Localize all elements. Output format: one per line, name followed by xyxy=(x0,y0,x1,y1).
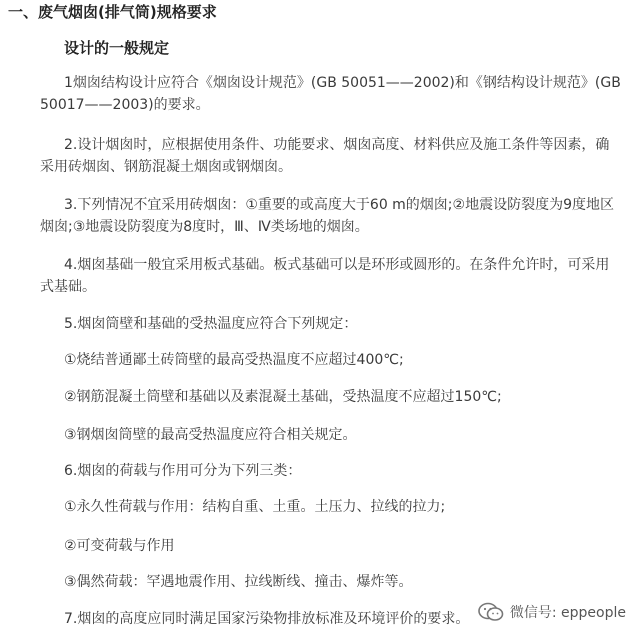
paragraph-line: ①烧结普通鄙土砖筒壁的最高受热温度不应超过400℃; xyxy=(64,352,404,368)
paragraph-9 xyxy=(40,460,640,482)
paragraph-line: 3.下列情况不宜采用砖烟囱：①重要的或高度大于60 m的烟囱;②地震设防裂度为9度地区 xyxy=(64,197,614,213)
wechat-watermark xyxy=(474,600,630,624)
paragraph-line: 2.设计烟囱时，应根据使用条件、功能要求、烟囱高度、材料供应及施工条件等因素，确 xyxy=(64,137,610,153)
paragraph-line: 式基础。 xyxy=(40,279,96,295)
paragraph-line: 5.烟囱筒壁和基础的受热温度应符合下列规定： xyxy=(64,316,358,332)
wechat-logo-icon xyxy=(478,602,504,622)
paragraph-5 xyxy=(40,313,640,335)
paragraph-line: ②可变荷载与作用 xyxy=(64,538,175,554)
paragraph-line: ③钢烟囱筒壁的最高受热温度应符合相关规定。 xyxy=(64,427,357,443)
paragraph-3 xyxy=(40,194,640,238)
paragraph-line: ①永久性荷载与作用：结构自重、土重。土压力、拉线的拉力; xyxy=(64,499,446,515)
paragraph-line: ②钢筋混凝土筒壁和基础以及素混凝土基础，受热温度不应超过150℃; xyxy=(64,389,502,405)
paragraph-line: 烟囱;③地震设防裂度为8度时，Ⅲ、Ⅳ类场地的烟囱。 xyxy=(40,219,369,235)
paragraph-4 xyxy=(40,254,640,298)
paragraph-10 xyxy=(40,496,640,518)
paragraph-line: 1烟囱结构设计应符合《烟囱设计规范》(GB 50051——2002)和《钢结构设计规范》(GB xyxy=(64,75,621,91)
paragraph-line: 6.烟囱的荷载与作用可分为下列三类： xyxy=(64,463,302,479)
paragraph-12 xyxy=(40,571,640,593)
paragraph-7 xyxy=(40,386,640,408)
paragraph-6 xyxy=(40,349,640,371)
watermark-text: 微信号: eppeople xyxy=(509,605,626,621)
paragraph-2 xyxy=(40,134,640,178)
subsection-heading: 设计的一般规定 xyxy=(64,39,170,57)
paragraph-line: 采用砖烟囱、钢筋混凝土烟囱或钢烟囱。 xyxy=(40,159,292,175)
paragraph-1 xyxy=(40,72,640,116)
paragraph-line: 7.烟囱的高度应同时满足国家污染物排放标准及环境评价的要求。 xyxy=(64,611,470,627)
paragraph-line: ③偶然荷载：罕遇地震作用、拉线断线、撞击、爆炸等。 xyxy=(64,574,413,590)
paragraph-8 xyxy=(40,424,640,446)
paragraph-line: 50017——2003)的要求。 xyxy=(40,97,210,113)
paragraph-11 xyxy=(40,535,640,557)
paragraph-line: 4.烟囱基础一般宜采用板式基础。板式基础可以是环形或圆形的。在条件允许时，可采用 xyxy=(64,257,610,273)
section-heading: 一、废气烟囱(排气筒)规格要求 xyxy=(8,3,217,21)
